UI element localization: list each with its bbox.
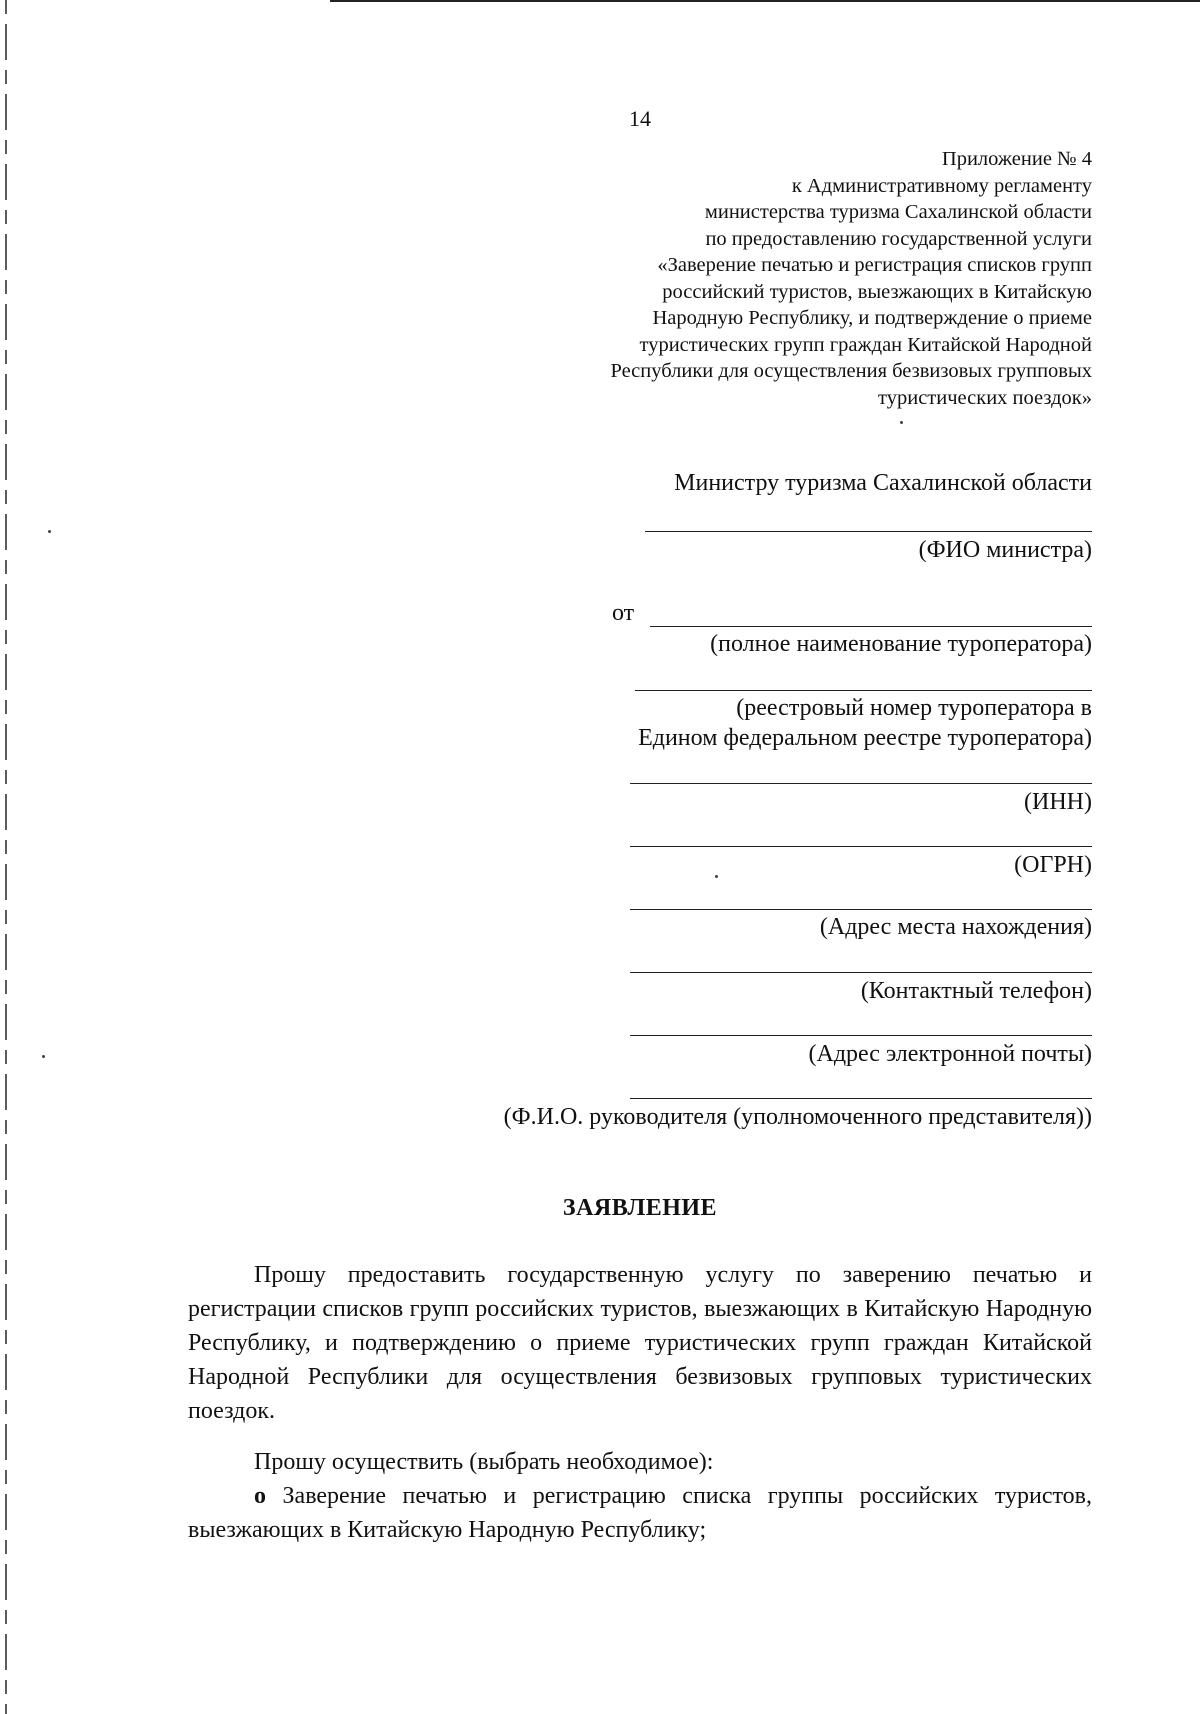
phone-line: [630, 972, 1092, 973]
minister-caption: (ФИО министра): [918, 537, 1092, 563]
address-caption: (Адрес места нахождения): [819, 914, 1092, 940]
inn-caption: (ИНН): [1024, 789, 1092, 815]
registry-caption-line1: (реестровый номер туроператора в: [736, 695, 1092, 721]
head-name-line: [630, 1098, 1092, 1099]
appendix-line: туристических групп граждан Китайской Народной: [639, 333, 1092, 356]
registry-caption-line2: Едином федеральном реестре туроператора): [638, 725, 1092, 751]
scan-edge-top: [330, 0, 1200, 2]
appendix-line: министерства туризма Сахалинской области: [704, 201, 1092, 223]
head-caption: (Ф.И.О. руководителя (уполномоченного представителя)): [503, 1104, 1092, 1130]
options-intro: Прошу осуществить (выбрать необходимое):: [254, 1449, 714, 1475]
inn-line: [630, 783, 1092, 784]
email-line: [630, 1035, 1092, 1036]
appendix-line: «Заверение печатью и регистрация списков групп: [657, 254, 1092, 276]
request-paragraph: [188, 1258, 1092, 1428]
registry-number-line: [635, 690, 1092, 691]
scan-edge-left: [5, 0, 7, 1714]
email-caption: (Адрес электронной почты): [808, 1041, 1092, 1067]
appendix-line: по предоставлению государственной услуги: [705, 227, 1092, 250]
appendix-line: Республики для осуществления безвизовых групповых: [610, 360, 1092, 382]
scan-speck: [715, 875, 718, 878]
page-number: 14: [629, 106, 651, 131]
operator-name-line: [650, 626, 1092, 627]
operator-name-caption: (полное наименование туроператора): [710, 631, 1092, 657]
minister-name-line: [645, 531, 1092, 532]
paragraph-text: Прошу предоставить государственную услугу по заверению печатью и регистрации списков групп российских туристов, выезжающих в Китайскую Народную Республику, и подтверждению о приеме туристических групп граждан Китайской Народной Республики для осуществления безвизовых групповых туристических поездок.: [188, 1262, 1092, 1424]
ogrn-caption: (ОГРН): [1014, 852, 1092, 878]
appendix-line: российский туристов, выезжающих в Китайскую: [662, 280, 1092, 303]
appendix-block: [492, 146, 1092, 411]
option-item: [188, 1479, 1092, 1547]
scan-speck: [900, 421, 903, 424]
addressee: Министру туризма Сахалинской области: [674, 470, 1092, 496]
appendix-line: туристических поездок»: [878, 386, 1092, 409]
appendix-line: к Административному регламенту: [791, 174, 1092, 197]
scan-speck: [48, 530, 51, 533]
ogrn-line: [630, 846, 1092, 847]
options-block: [188, 1445, 1092, 1547]
appendix-line: Народную Республику, и подтверждение о приеме: [652, 307, 1092, 329]
document-title: ЗАЯВЛЕНИЕ: [562, 1195, 718, 1221]
phone-caption: (Контактный телефон): [860, 978, 1092, 1004]
option-text: Заверение печатью и регистрацию списка группы российских туристов, выезжающих в Китайскую Народную Республику;: [188, 1483, 1093, 1543]
appendix-line: Приложение № 4: [941, 148, 1092, 170]
address-line: [630, 909, 1092, 910]
from-label: от: [612, 600, 635, 626]
option-checkbox-marker[interactable]: о: [254, 1483, 266, 1509]
scan-speck: [42, 1055, 45, 1058]
